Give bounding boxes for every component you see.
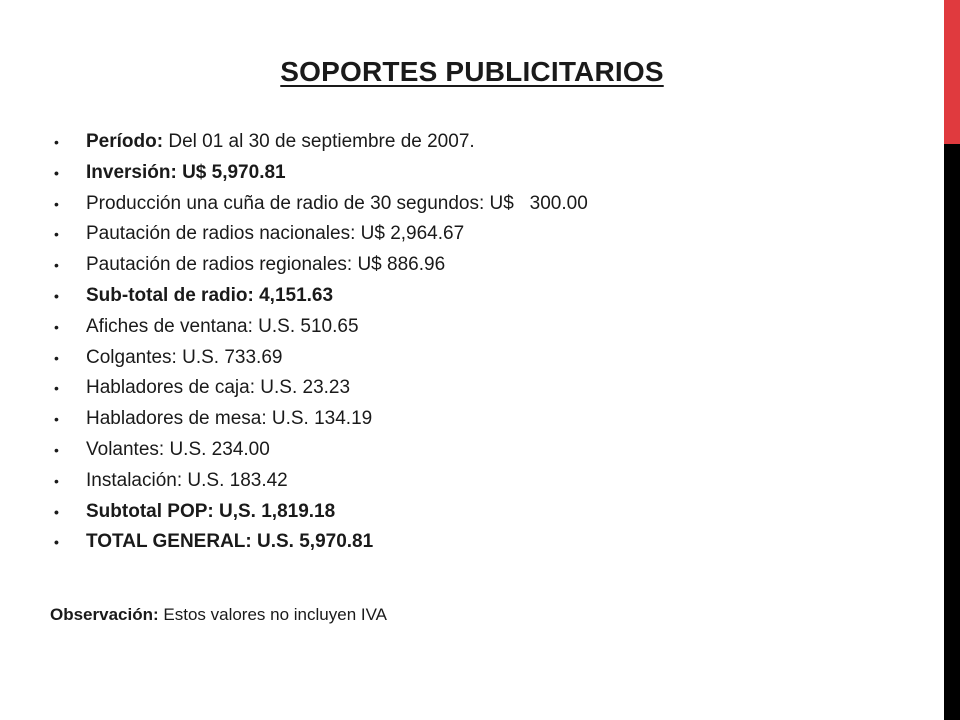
observation-label: Observación: <box>50 605 159 624</box>
list-item <box>50 435 588 466</box>
list-item <box>50 158 588 189</box>
list-item <box>50 527 588 558</box>
item-text: Producción una cuña de radio de 30 segundos: U$ 300.00 <box>86 192 588 214</box>
item-text: Volantes: U.S. 234.00 <box>86 438 270 460</box>
list-item <box>50 373 588 404</box>
list-item <box>50 343 588 374</box>
bullet-list <box>50 127 588 558</box>
bullet-icon: • <box>54 257 59 274</box>
item-text: Habladores de mesa: U.S. 134.19 <box>86 408 373 430</box>
item-text: TOTAL GENERAL: U.S. 5,970.81 <box>86 531 374 553</box>
list-item <box>50 497 588 528</box>
slide-title-text: SOPORTES PUBLICITARIOS <box>280 56 664 87</box>
bullet-icon: • <box>54 164 59 181</box>
list-item <box>50 281 588 312</box>
bullet-icon: • <box>54 287 59 304</box>
side-accent-red-bar <box>944 0 960 144</box>
bullet-icon: • <box>54 503 59 520</box>
list-item <box>50 127 588 158</box>
item-text: Pautación de radios regionales: U$ 886.96 <box>86 254 446 276</box>
item-text: Habladores de caja: U.S. 23.23 <box>86 377 351 399</box>
list-item <box>50 312 588 343</box>
slide-title <box>0 56 944 88</box>
item-text: Inversión: U$ 5,970.81 <box>86 161 286 183</box>
bullet-icon: • <box>54 380 59 397</box>
bullet-icon: • <box>54 226 59 243</box>
item-text: Instalación: U.S. 183.42 <box>86 469 288 491</box>
item-text: Pautación de radios nacionales: U$ 2,964.67 <box>86 223 465 245</box>
bullet-icon: • <box>54 349 59 366</box>
item-value: Del 01 al 30 de septiembre de 2007. <box>163 131 475 152</box>
bullet-icon: • <box>54 411 59 428</box>
bullet-icon: • <box>54 318 59 335</box>
item-text: Afiches de ventana: U.S. 510.65 <box>86 315 359 337</box>
item-label: Período: <box>86 131 164 152</box>
list-item <box>50 189 588 220</box>
side-accent-black-bar <box>944 144 960 720</box>
bullet-icon: • <box>54 534 59 551</box>
bullet-icon: • <box>54 134 59 150</box>
list-item <box>50 466 588 497</box>
bullet-icon: • <box>54 195 59 212</box>
observation-note <box>50 605 387 625</box>
list-item <box>50 404 588 435</box>
item-text: Subtotal POP: U,S. 1,819.18 <box>86 500 336 522</box>
item-text: Sub-total de radio: 4,151.63 <box>86 284 334 306</box>
observation-text: Estos valores no incluyen IVA <box>158 605 388 624</box>
bullet-icon: • <box>54 472 59 489</box>
list-item <box>50 219 588 250</box>
list-item <box>50 250 588 281</box>
item-text: Colgantes: U.S. 733.69 <box>86 346 283 368</box>
bullet-icon: • <box>54 441 59 458</box>
